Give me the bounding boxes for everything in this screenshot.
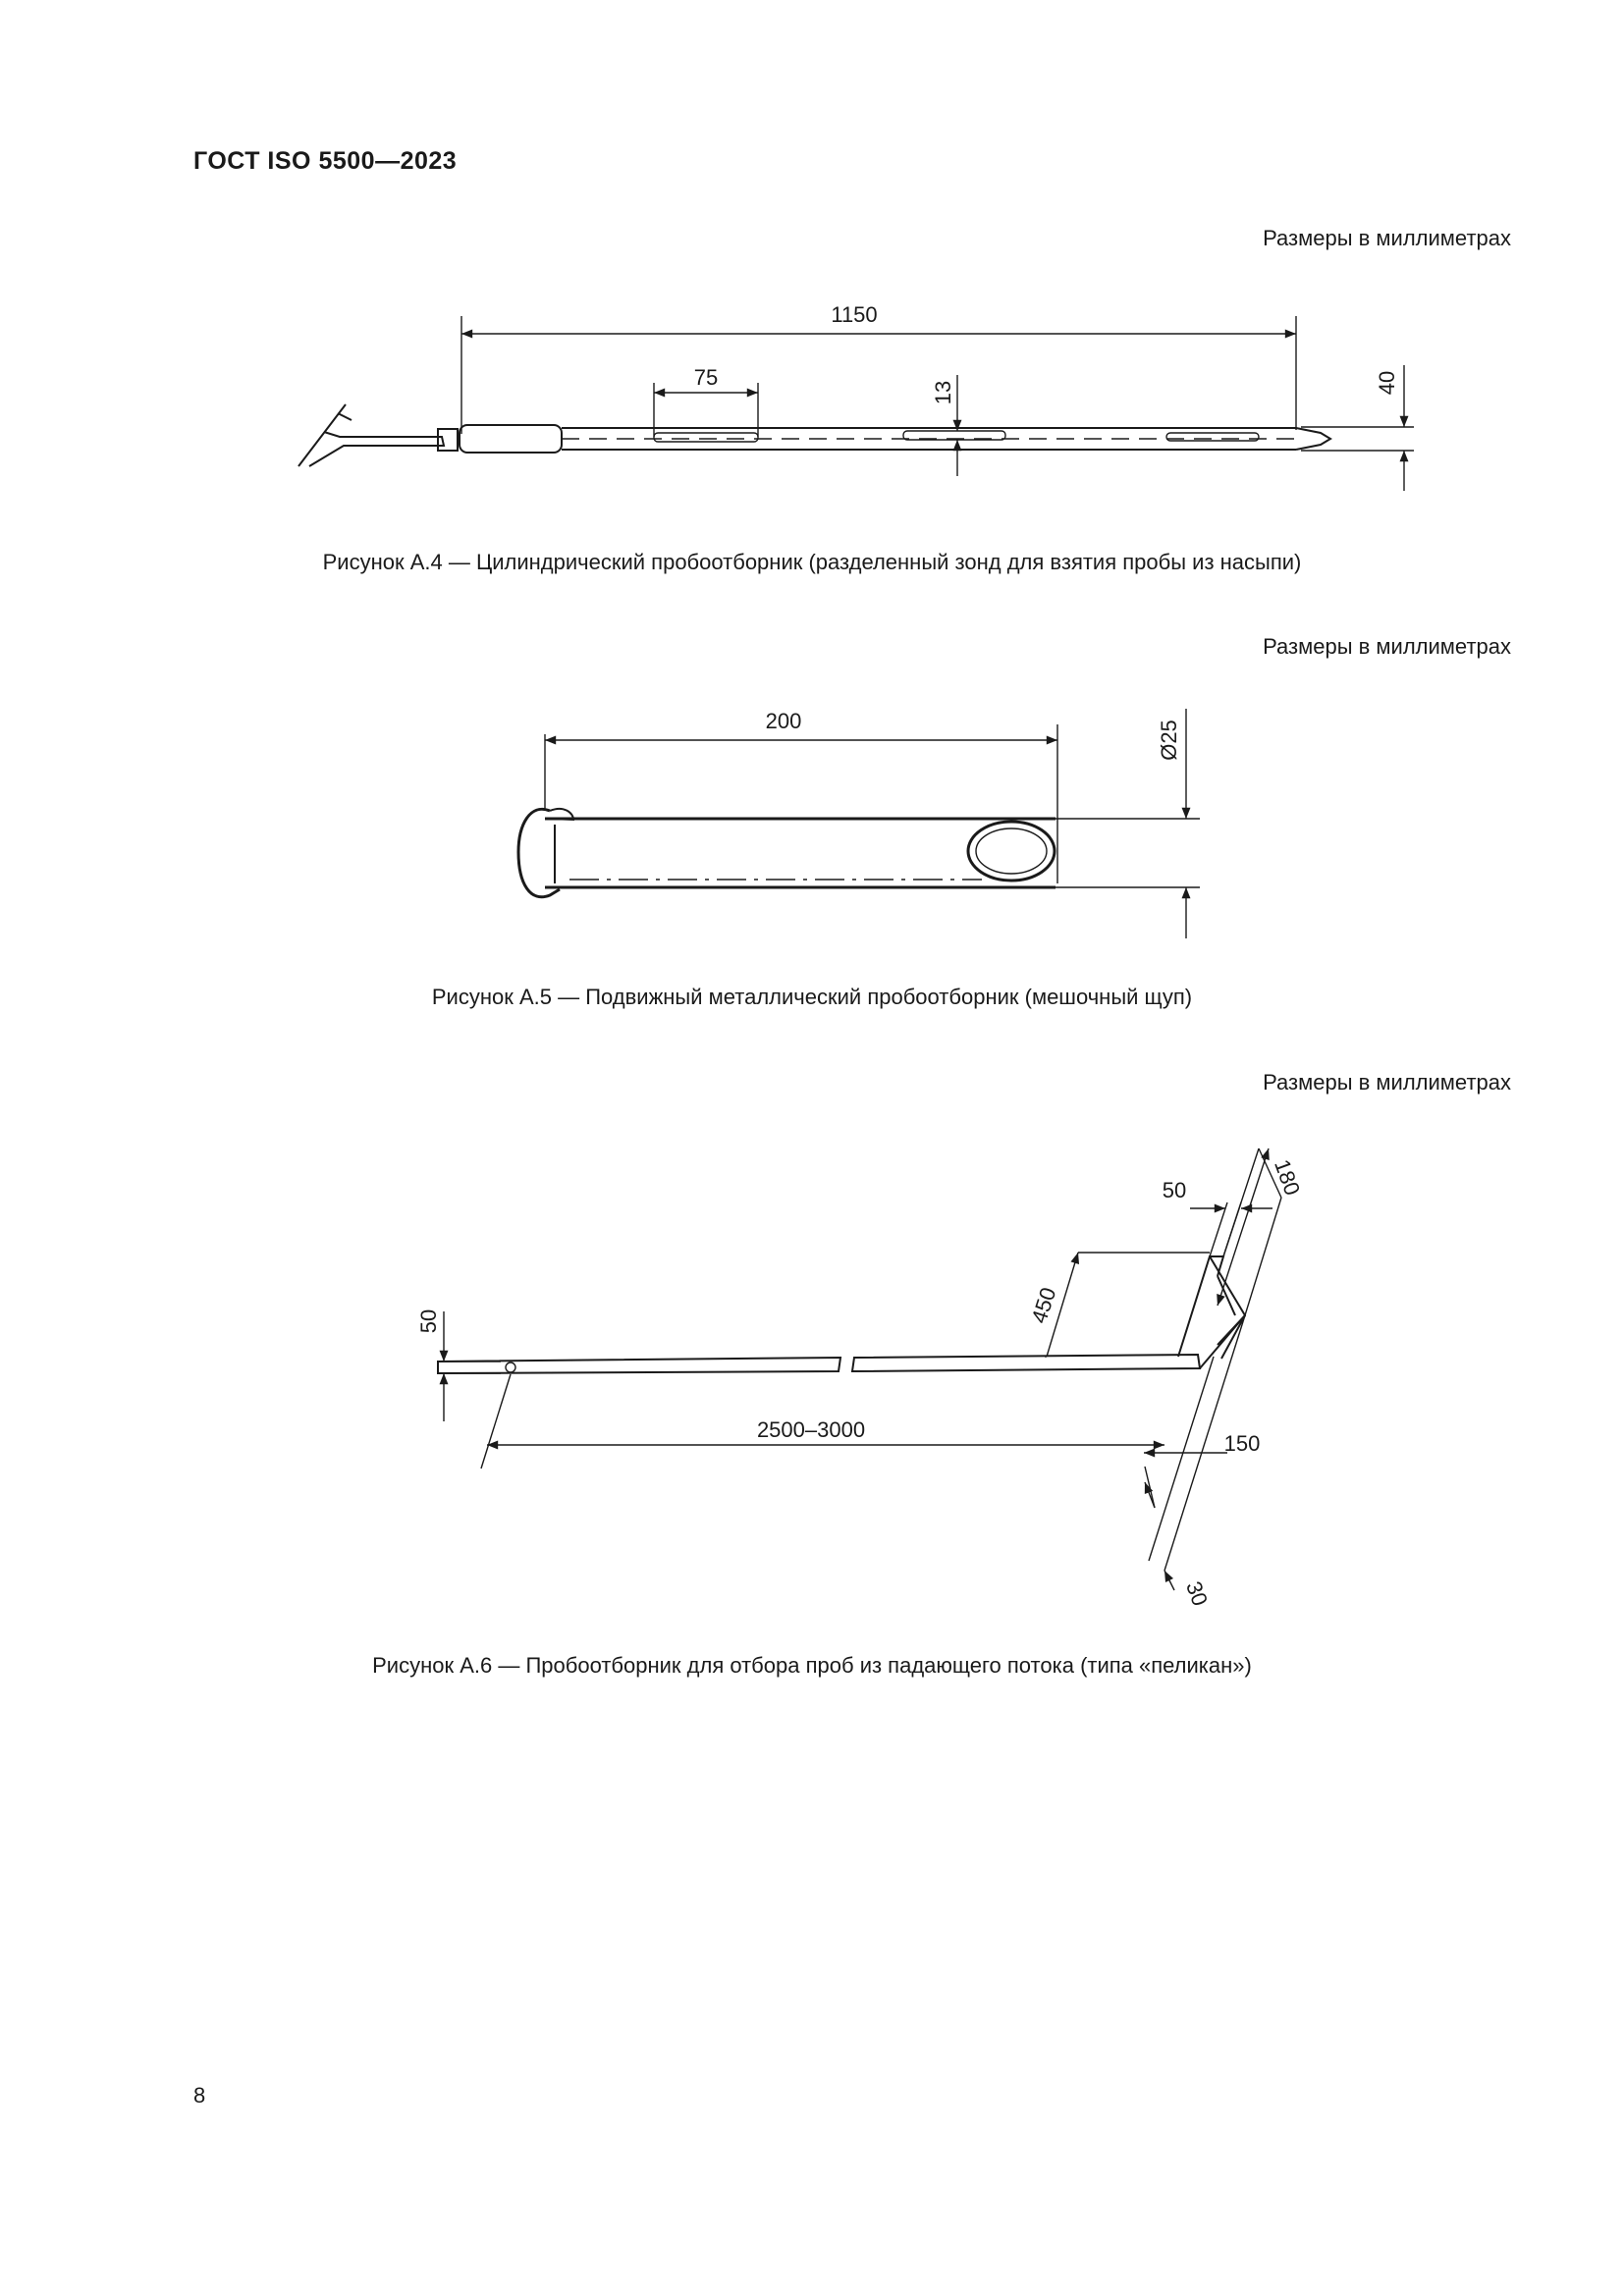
page-number: 8	[193, 2083, 206, 2108]
dim-1150: 1150	[831, 302, 878, 327]
dim-30: 30	[1181, 1577, 1213, 1610]
dim-75: 75	[693, 365, 719, 390]
document-title: ГОСТ ISO 5500—2023	[193, 147, 458, 175]
slot-1	[654, 433, 758, 442]
knurled-grip	[460, 425, 562, 453]
dim-50-top: 50	[1162, 1178, 1187, 1202]
figure-a6-drawing	[0, 1129, 1624, 1639]
units-note-fig-a4: Размеры в миллиметрах	[1263, 226, 1511, 250]
caption-fig-a5: Рисунок А.5 — Подвижный металлический пробоотборник (мешочный щуп)	[431, 985, 1193, 1009]
dim-150: 150	[1223, 1431, 1261, 1456]
caption-fig-a6: Рисунок А.6 — Пробоотборник для отбора проб из падающего потока (типа «пеликан»)	[372, 1653, 1252, 1678]
dim-180: 180	[1270, 1155, 1306, 1199]
dim-diameter-25: Ø25	[1157, 720, 1181, 761]
dim-450: 450	[1026, 1284, 1061, 1327]
figure-a5-drawing	[0, 687, 1624, 962]
units-note-fig-a6: Размеры в миллиметрах	[1263, 1070, 1511, 1095]
caption-fig-a4: Рисунок А.4 — Цилиндрический пробоотборник (разделенный зонд для взятия пробы из насыпи)	[322, 550, 1302, 574]
figure-a4-drawing	[0, 294, 1624, 530]
units-note-fig-a5: Размеры в миллиметрах	[1263, 634, 1511, 659]
dim-13: 13	[931, 380, 955, 405]
oval-opening	[968, 822, 1055, 881]
dim-40: 40	[1375, 370, 1399, 396]
dim-200: 200	[765, 709, 802, 733]
dim-50-left: 50	[416, 1308, 441, 1334]
rod-end-hole	[506, 1362, 515, 1372]
slot-3	[1166, 433, 1259, 441]
handle-collar	[438, 429, 458, 451]
dim-2500-3000: 2500–3000	[756, 1417, 866, 1442]
